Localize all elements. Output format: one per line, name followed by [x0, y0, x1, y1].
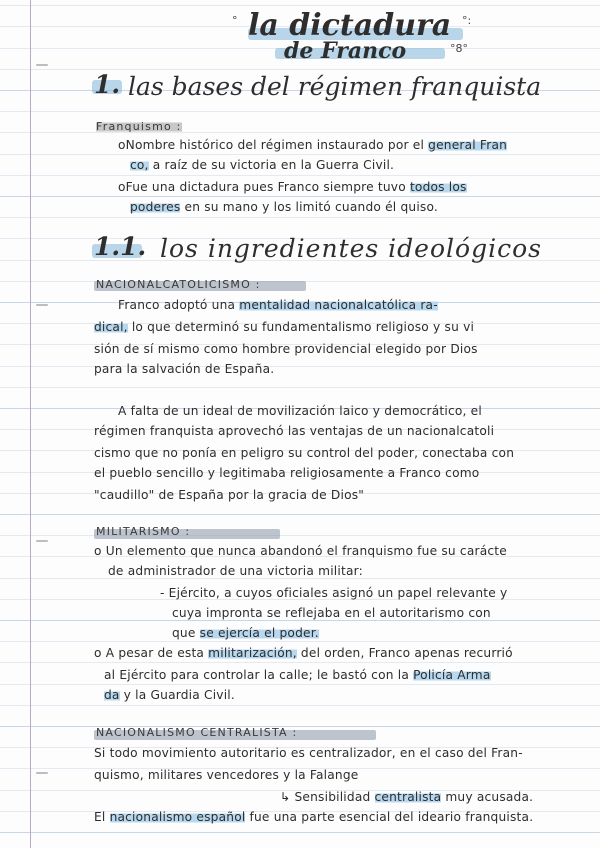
- militarismo-bullet-2-cont2: da y la Guardia Civil.: [104, 688, 235, 702]
- title-ornament-right: °:: [462, 14, 472, 27]
- nacionalcatolicismo-p1-line4: para la salvación de España.: [94, 362, 275, 376]
- section-1-1-number: 1.1.: [94, 232, 147, 261]
- franquismo-bullet-1-cont: co, a raíz de su victoria en la Guerra Civil.: [130, 158, 395, 172]
- nacionalcatolicismo-p2-line2: régimen franquista aprovechó las ventajas de un nacionalcatoli: [94, 424, 495, 438]
- militarismo-heading: MILITARISMO :: [96, 525, 191, 538]
- nacionalcatolicismo-p1-line2: dical, lo que determinó su fundamentalismo religioso y su vi: [94, 320, 475, 334]
- bullet-icon: o: [118, 180, 126, 194]
- nacionalcatolicismo-p1-line1: Franco adoptó una mentalidad nacionalcatólica ra-: [118, 298, 438, 312]
- militarismo-sub-line2: cuya impronta se reflejaba en el autoritarismo con: [172, 606, 491, 620]
- subtitle-ornament: °8°: [450, 42, 468, 55]
- bullet-icon: o: [118, 138, 126, 152]
- bullet-icon: o: [94, 544, 106, 558]
- margin-mark: [36, 540, 48, 542]
- militarismo-sub-line3: que se ejercía el poder.: [172, 626, 319, 640]
- franquismo-bullet-1: oNombre histórico del régimen instaurado por el general Fran: [118, 138, 508, 152]
- margin-mark: [36, 64, 48, 66]
- militarismo-bullet-2-cont: al Ejército para controlar la calle; le bastó con la Policía Arma: [104, 668, 491, 682]
- section-1-number: 1.: [94, 70, 121, 99]
- militarismo-bullet-2: o A pesar de esta militarización, del orden, Franco apenas recurrió: [94, 646, 513, 660]
- section-1-1-title: los ingredientes ideológicos: [160, 234, 542, 263]
- militarismo-bullet-1-cont: de administrador de una victoria militar:: [108, 564, 363, 578]
- militarismo-sub-line1: - Ejército, a cuyos oficiales asignó un papel relevante y: [160, 586, 508, 600]
- page-subtitle: de Franco: [284, 38, 407, 64]
- nacionalismo-line4: El nacionalismo español fue una parte esencial del ideario franquista.: [94, 810, 534, 824]
- nacionalcatolicismo-p2-line4: el pueblo sencillo y legitimaba religiosamente a Franco como: [94, 466, 480, 480]
- title-ornament-left: °: [232, 14, 238, 27]
- nacionalismo-heading: NACIONALISMO CENTRALISTA :: [96, 726, 298, 739]
- nacionalismo-line2: quismo, militares vencedores y la Falange: [94, 768, 359, 782]
- franquismo-bullet-2: oFue una dictadura pues Franco siempre tuvo todos los: [118, 180, 467, 194]
- nacionalcatolicismo-p1-line3: sión de sí mismo como hombre providencial elegido por Dios: [94, 342, 478, 356]
- page-title: la dictadura: [248, 8, 452, 43]
- dash-icon: -: [160, 586, 169, 600]
- section-1-title: las bases del régimen franquista: [128, 72, 542, 101]
- militarismo-bullet-1: o Un elemento que nunca abandonó el franquismo fue su carácte: [94, 544, 507, 558]
- nacionalcatolicismo-p2-line5: "caudillo" de España por la gracia de Dios": [94, 488, 365, 502]
- franquismo-heading: Franquismo :: [96, 120, 182, 133]
- nacionalismo-line3: ↳ Sensibilidad centralista muy acusada.: [280, 790, 534, 804]
- nacionalismo-line1: Si todo movimiento autoritario es centralizador, en el caso del Fran-: [94, 746, 523, 760]
- arrow-icon: ↳: [280, 790, 291, 804]
- nacionalcatolicismo-heading: NACIONALCATOLICISMO :: [96, 278, 261, 291]
- margin-mark: [36, 772, 48, 774]
- bullet-icon: o: [94, 646, 106, 660]
- margin-mark: [36, 304, 48, 306]
- nacionalcatolicismo-p2-line3: cismo que no ponía en peligro su control del poder, conectaba con: [94, 446, 515, 460]
- franquismo-bullet-2-cont: poderes en su mano y los limitó cuando él quiso.: [130, 200, 438, 214]
- nacionalcatolicismo-p2-line1: A falta de un ideal de movilización laico y democrático, el: [118, 404, 482, 418]
